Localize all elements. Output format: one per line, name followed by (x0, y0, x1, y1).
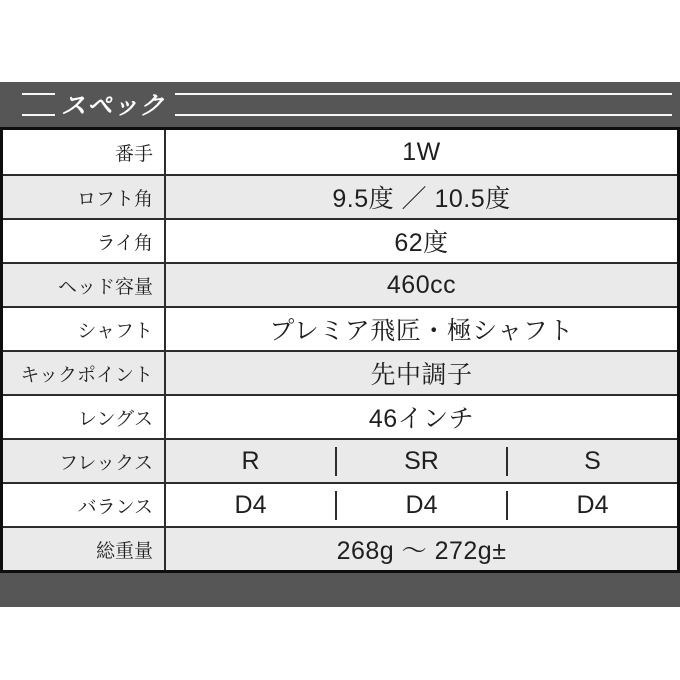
row-value: 9.5度 ／ 10.5度 (332, 185, 511, 213)
page-title: スペック (61, 91, 166, 120)
spec-panel (0, 82, 680, 607)
row-value: D4 (234, 490, 267, 519)
table-row-kick-point (3, 350, 677, 394)
spec-table (0, 127, 680, 573)
row-value: R (241, 446, 260, 475)
row-value: 46インチ (368, 405, 475, 433)
row-value: 先中調子 (370, 361, 473, 389)
row-value: SR (335, 447, 506, 476)
row-value: D4 (335, 491, 506, 520)
header-rule-left (22, 93, 55, 116)
table-row-head-volume (3, 262, 677, 306)
row-label: キックポイント (3, 352, 166, 394)
row-label: レングス (3, 396, 166, 438)
row-label: フレックス (3, 440, 166, 482)
row-value: 62度 (394, 229, 449, 257)
row-value: プレミア飛匠・極シャフト (269, 317, 574, 345)
row-value: 268g ～ 272g± (336, 537, 507, 565)
table-row-club (3, 130, 677, 174)
row-value: D4 (506, 491, 677, 520)
table-row-total-weight (3, 526, 677, 570)
table-row-balance (3, 482, 677, 526)
row-values (166, 484, 677, 526)
table-row-shaft (3, 306, 677, 350)
row-label: ライ角 (3, 220, 166, 262)
row-value: 1W (402, 137, 441, 166)
row-values (166, 440, 677, 482)
row-label: 番手 (3, 130, 166, 174)
row-label: ヘッド容量 (3, 264, 166, 306)
table-row-flex (3, 438, 677, 482)
header-rule-right (175, 93, 672, 116)
row-value: 460cc (386, 270, 457, 299)
row-label: バランス (3, 484, 166, 526)
row-label: ロフト角 (3, 176, 166, 218)
table-row-loft (3, 174, 677, 218)
row-label: 総重量 (3, 528, 166, 570)
table-row-length (3, 394, 677, 438)
row-value: S (506, 447, 677, 476)
spec-header (0, 82, 680, 127)
table-row-lie (3, 218, 677, 262)
row-label: シャフト (3, 308, 166, 350)
